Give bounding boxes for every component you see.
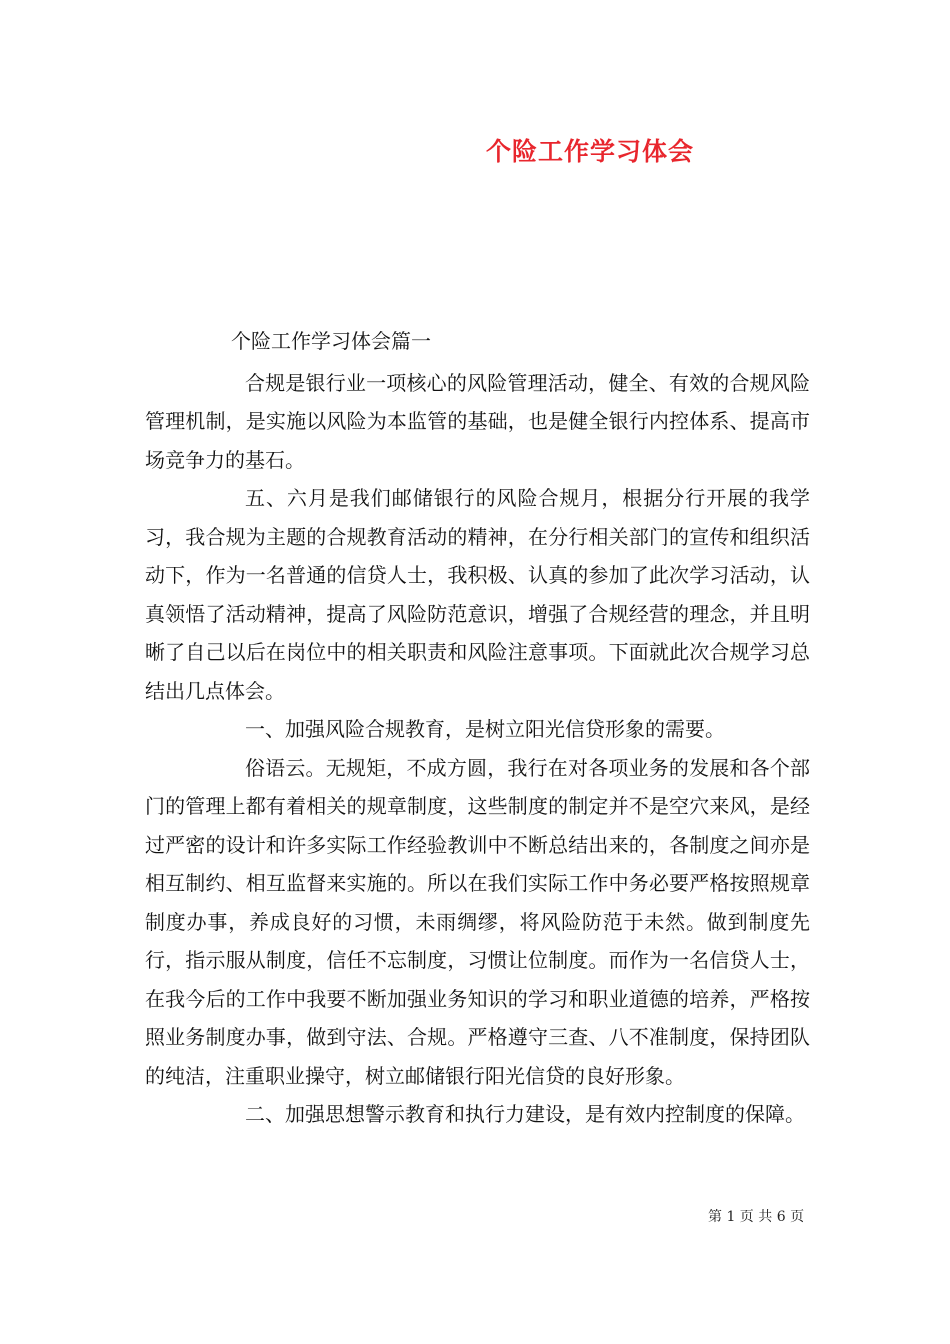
document-title: 个险工作学习体会	[485, 137, 694, 166]
paragraph: 俗语云。无规矩，不成方圆，我行在对各项业务的发展和各个部门的管理上都有着相关的规章制度，这些制度的制定并不是空穴来风，是经过严密的设计和许多实际工作经验教训中不断总结出来的，各制度之间亦是相互制约、相互监督来实施的。所以在我们实际工作中务必要严格按照规章制度办事，养成良好的习惯，未雨绸缪，将风险防范于未然。做到制度先行，指示服从制度，信任不忘制度，习惯让位制度。而作为一名信贷人士，在我今后的工作中我要不断加强业务知识的学习和职业道德的培养，严格按照业务制度办事，做到守法、合规。严格遵守三查、八不准制度，保持团队的纯洁，注重职业操守，树立邮储银行阳光信贷的良好形象。	[145, 755, 810, 1088]
section-subtitle: 个险工作学习体会篇一	[231, 329, 431, 353]
paragraph: 一、加强风险合规教育，是树立阳光信贷形象的需要。	[245, 717, 725, 741]
paragraph: 合规是银行业一项核心的风险管理活动，健全、有效的合规风险管理机制，是实施以风险为本监管的基础，也是健全银行内控体系、提高市场竞争力的基石。	[145, 370, 810, 472]
document-body	[145, 322, 810, 1134]
paragraph: 二、加强思想警示教育和执行力建设，是有效内控制度的保障。	[245, 1102, 805, 1126]
paragraph: 五、六月是我们邮储银行的风险合规月，根据分行开展的我学习，我合规为主题的合规教育活动的精神，在分行相关部门的宣传和组织活动下，作为一名普通的信贷人士，我积极、认真的参加了此次学习活动，认真领悟了活动精神，提高了风险防范意识，增强了合规经营的理念，并且明晰了自己以后在岗位中的相关职责和风险注意事项。下面就此次合规学习总结出几点体会。	[145, 486, 810, 703]
page-number-footer: 第 1 页 共 6 页	[708, 1209, 805, 1225]
